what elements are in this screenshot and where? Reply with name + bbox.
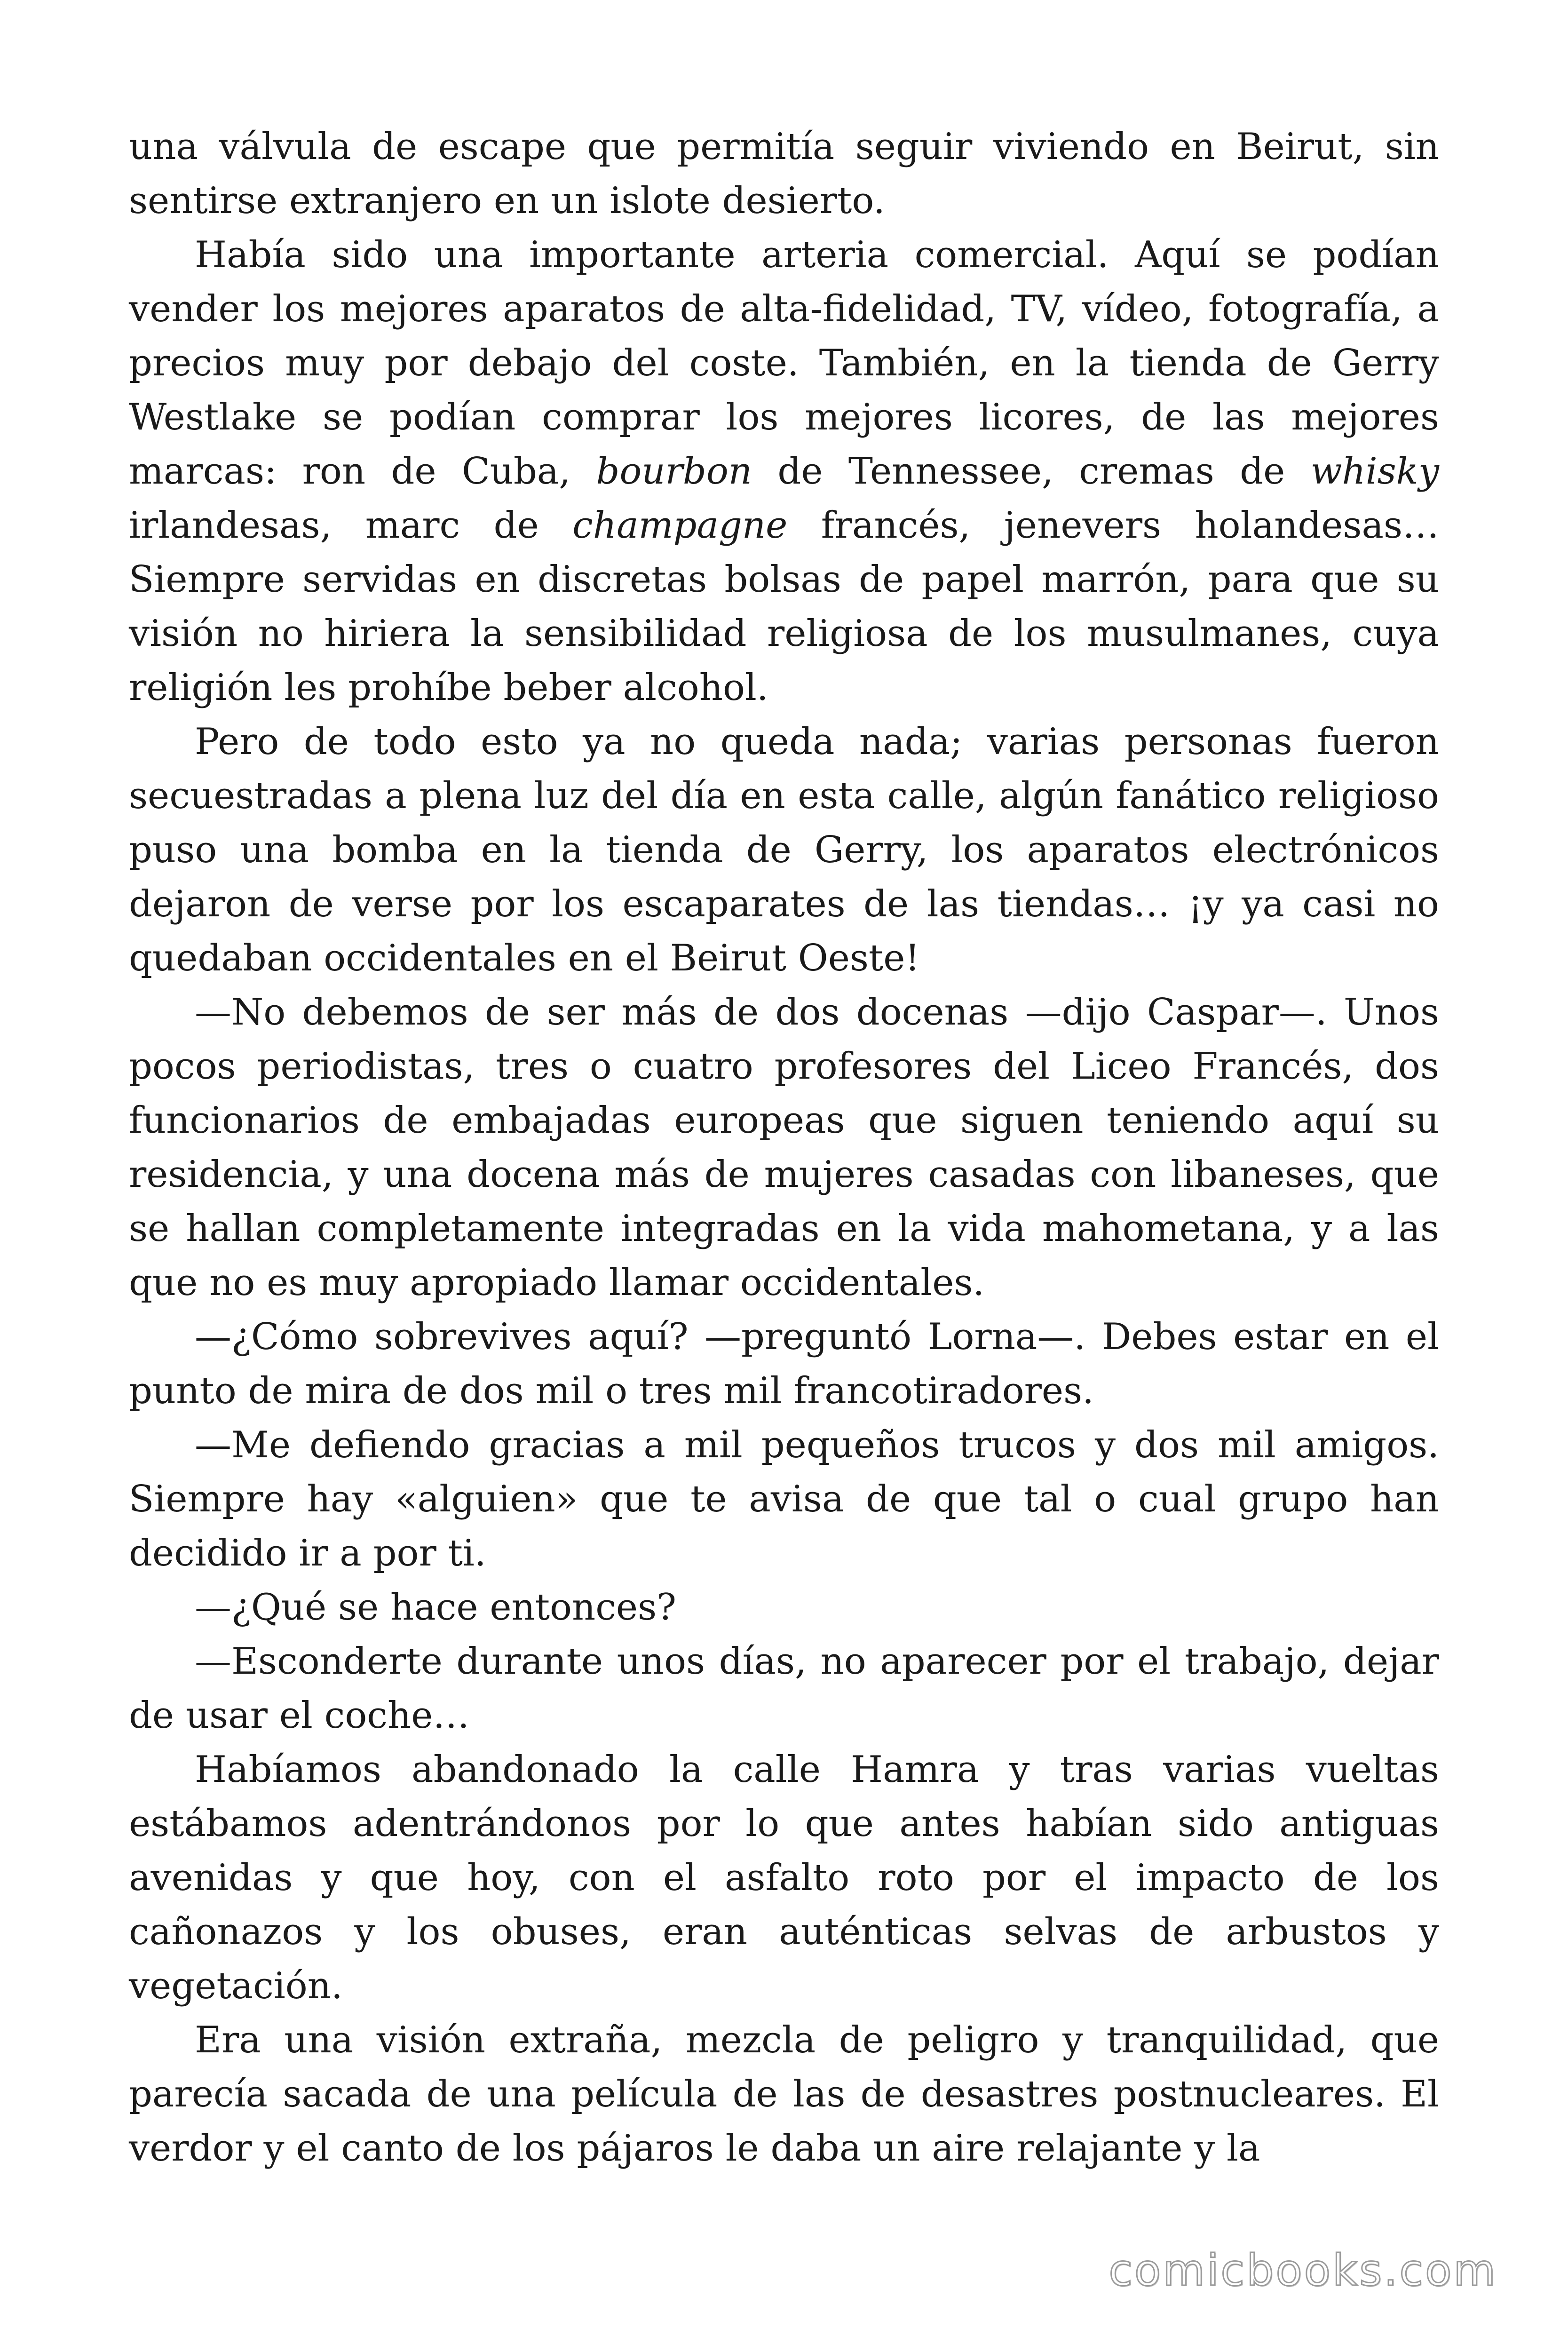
paragraph bbox=[129, 2013, 1439, 2176]
text-run: —¿Qué se hace entonces? bbox=[195, 1586, 676, 1629]
paragraph bbox=[129, 120, 1439, 228]
text-run: —No debemos de ser más de dos docenas —dijo Caspar—. Unos pocos periodistas, tres o cuatro profesores del Liceo Francés, dos funcionarios de embajadas europeas que siguen teniendo aquí su residencia, y una docena más de mujeres casadas con libaneses, que se hallan completamente integradas en la vida mahometana, y a las que no es muy apropiado llamar occidentales. bbox=[129, 991, 1439, 1304]
text-run: Había sido una importante arteria comercial. Aquí se podían vender los mejores aparatos de alta-fidelidad, TV, vídeo, fotografía, a precios muy por debajo del coste. También, en la tienda de Gerry Westlake se podían comprar los mejores licores, de las mejores marcas: ron de Cuba, bbox=[129, 234, 1439, 493]
text-run: irlandesas, marc de bbox=[129, 504, 573, 547]
text-run: Pero de todo esto ya no queda nada; varias personas fueron secuestradas a plena luz del día en esta calle, algún fanático religioso puso una bomba en la tienda de Gerry, los aparatos electrónicos dejaron de verse por los escaparates de las tiendas… ¡y ya casi no quedaban occidentales en el Beirut Oeste! bbox=[129, 721, 1439, 979]
text-run: francés, jenevers holandesas… Siempre servidas en discretas bolsas de papel marrón, para que su visión no hiriera la sensibilidad religiosa de los musulmanes, cuya religión les prohíbe beber alcohol. bbox=[129, 504, 1439, 709]
paragraph bbox=[129, 1418, 1439, 1581]
paragraph bbox=[129, 1635, 1439, 1743]
italic-text: whisky bbox=[1310, 450, 1440, 493]
book-page-text bbox=[129, 120, 1439, 2176]
paragraph bbox=[129, 1743, 1439, 2013]
paragraph bbox=[129, 1310, 1439, 1418]
paragraph bbox=[129, 1581, 1439, 1635]
text-run: —Me defiendo gracias a mil pequeños trucos y dos mil amigos. Siempre hay «alguien» que te avisa de que tal o cual grupo han decidido ir a por ti. bbox=[129, 1424, 1439, 1574]
italic-text: bourbon bbox=[596, 450, 752, 493]
text-run: de Tennessee, cremas de bbox=[752, 450, 1311, 493]
text-run: —¿Cómo sobrevives aquí? —preguntó Lorna—. Debes estar en el punto de mira de dos mil o tres mil francotiradores. bbox=[129, 1316, 1439, 1412]
text-run: Habíamos abandonado la calle Hamra y tras varias vueltas estábamos adentrándonos por lo que antes habían sido antiguas avenidas y que hoy, con el asfalto roto por el impacto de los cañonazos y los obuses, eran auténticas selvas de arbustos y vegetación. bbox=[129, 1748, 1439, 2007]
paragraph bbox=[129, 985, 1439, 1310]
paragraph bbox=[129, 228, 1439, 715]
text-run: —Esconderte durante unos días, no aparecer por el trabajo, dejar de usar el coche… bbox=[129, 1640, 1439, 1737]
text-run: Era una visión extraña, mezcla de peligro y tranquilidad, que parecía sacada de una película de las de desastres postnucleares. El verdor y el canto de los pájaros le daba un aire relajante y la bbox=[129, 2019, 1439, 2169]
text-run: una válvula de escape que permitía seguir viviendo en Beirut, sin sentirse extranjero en un islote desierto. bbox=[129, 126, 1439, 222]
italic-text: champagne bbox=[572, 504, 788, 547]
watermark: comicbooks.com bbox=[1109, 2245, 1497, 2296]
paragraph bbox=[129, 715, 1439, 985]
